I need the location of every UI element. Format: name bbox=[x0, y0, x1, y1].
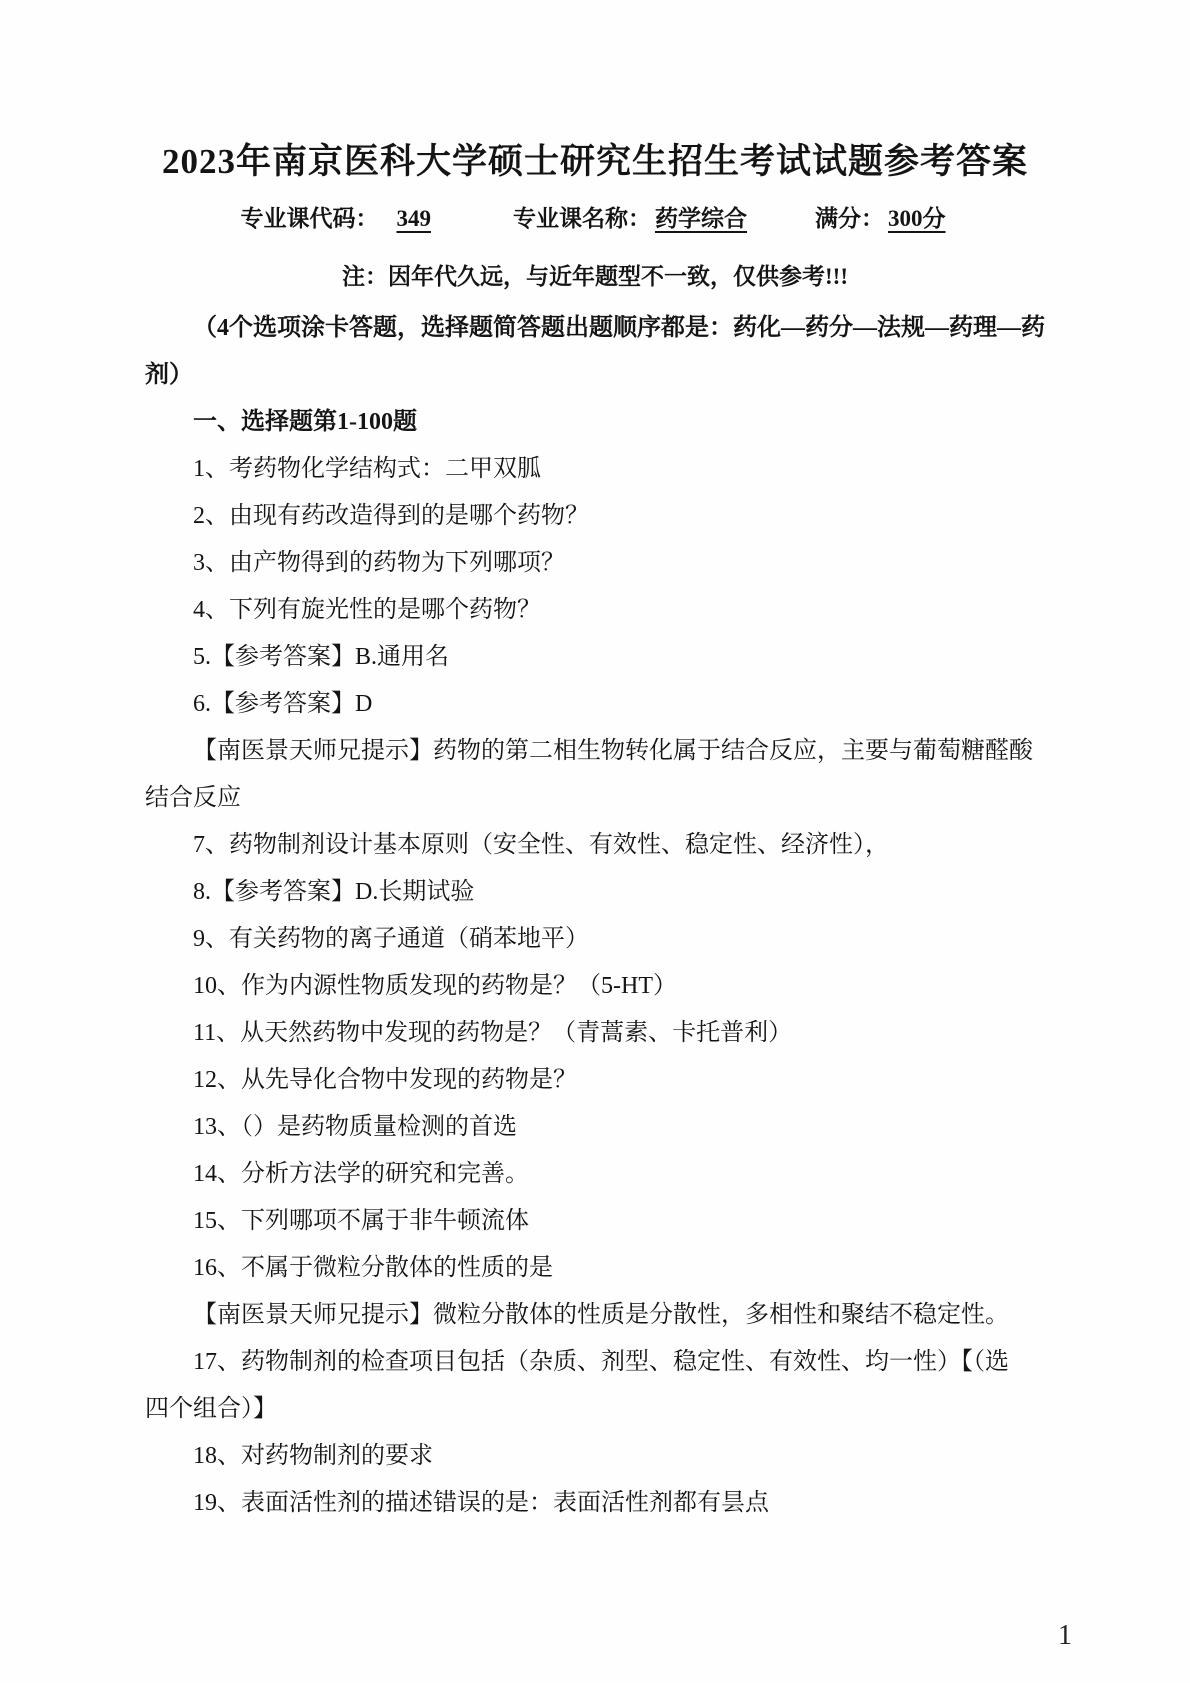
text-line: 13、（）是药物质量检测的首选 bbox=[193, 1114, 517, 1140]
text-line: 4、下列有旋光性的是哪个药物？ bbox=[193, 597, 541, 623]
document-title: 2023年南京医科大学硕士研究生招生考试试题参考答案 bbox=[161, 142, 1028, 181]
text-line: 【南医景天师兄提示】微粒分散体的性质是分散性，多相性和聚结不稳定性。 bbox=[193, 1302, 1009, 1328]
text-line: 1、考药物化学结构式：二甲双胍 bbox=[193, 456, 541, 482]
text-line: 7、药物制剂设计基本原则（安全性、有效性、稳定性、经济性）， bbox=[193, 832, 889, 858]
course-name-label: 专业课名称： bbox=[513, 206, 651, 231]
document-body bbox=[0, 305, 1190, 1527]
text-line: 9、有关药物的离子通道（硝苯地平） bbox=[193, 926, 589, 952]
text-line: 【南医景天师兄提示】药物的第二相生物转化属于结合反应，主要与葡萄糖醛酸 bbox=[193, 738, 1033, 764]
course-name-value: 药学综合 bbox=[655, 206, 747, 231]
text-line: 16、不属于微粒分散体的性质的是 bbox=[193, 1255, 553, 1281]
page-number: 1 bbox=[1058, 1620, 1072, 1651]
full-score-value: 300分 bbox=[888, 206, 946, 231]
text-line: （4个选项涂卡答题，选择题简答题出题顺序都是：药化—药分—法规—药理—药 bbox=[193, 315, 1045, 341]
text-line: 11、从天然药物中发现的药物是？（青蒿素、卡托普利） bbox=[193, 1020, 793, 1046]
text-line: 2、由现有药改造得到的是哪个药物？ bbox=[193, 503, 589, 529]
text-line: 6.【参考答案】D bbox=[193, 691, 373, 717]
text-line: 19、表面活性剂的描述错误的是：表面活性剂都有昙点 bbox=[193, 1490, 769, 1516]
course-name-field bbox=[513, 204, 751, 234]
text-line: 14、分析方法学的研究和完善。 bbox=[193, 1161, 529, 1187]
text-line: 10、作为内源性物质发现的药物是？（5-HT） bbox=[193, 973, 677, 999]
text-line: 15、下列哪项不属于非牛顿流体 bbox=[193, 1208, 529, 1234]
course-code-field bbox=[241, 204, 450, 234]
text-line: 12、从先导化合物中发现的药物是？ bbox=[193, 1067, 577, 1093]
text-line: 结合反应 bbox=[145, 785, 241, 811]
text-line: 5.【参考答案】B.通用名 bbox=[193, 644, 450, 670]
course-code-label: 专业课代码： bbox=[240, 206, 379, 231]
text-line: 3、由产物得到的药物为下列哪项？ bbox=[193, 550, 565, 576]
text-line: 四个组合）】 bbox=[145, 1396, 277, 1422]
course-meta-row bbox=[0, 204, 1190, 234]
text-line: 一、选择题第1-100题 bbox=[193, 409, 417, 435]
text-line: 8.【参考答案】D.长期试验 bbox=[193, 879, 475, 905]
text-line: 18、对药物制剂的要求 bbox=[193, 1443, 433, 1469]
text-line: 剂） bbox=[145, 362, 193, 388]
reference-note: 注：因年代久远，与近年题型不一致，仅供参考!!! bbox=[342, 264, 848, 289]
course-code-value: 349 bbox=[396, 206, 431, 231]
full-score-field bbox=[815, 204, 950, 234]
text-line: 17、药物制剂的检查项目包括（杂质、剂型、稳定性、有效性、均一性）【（选 bbox=[193, 1349, 1009, 1375]
full-score-label: 满分： bbox=[815, 206, 884, 231]
